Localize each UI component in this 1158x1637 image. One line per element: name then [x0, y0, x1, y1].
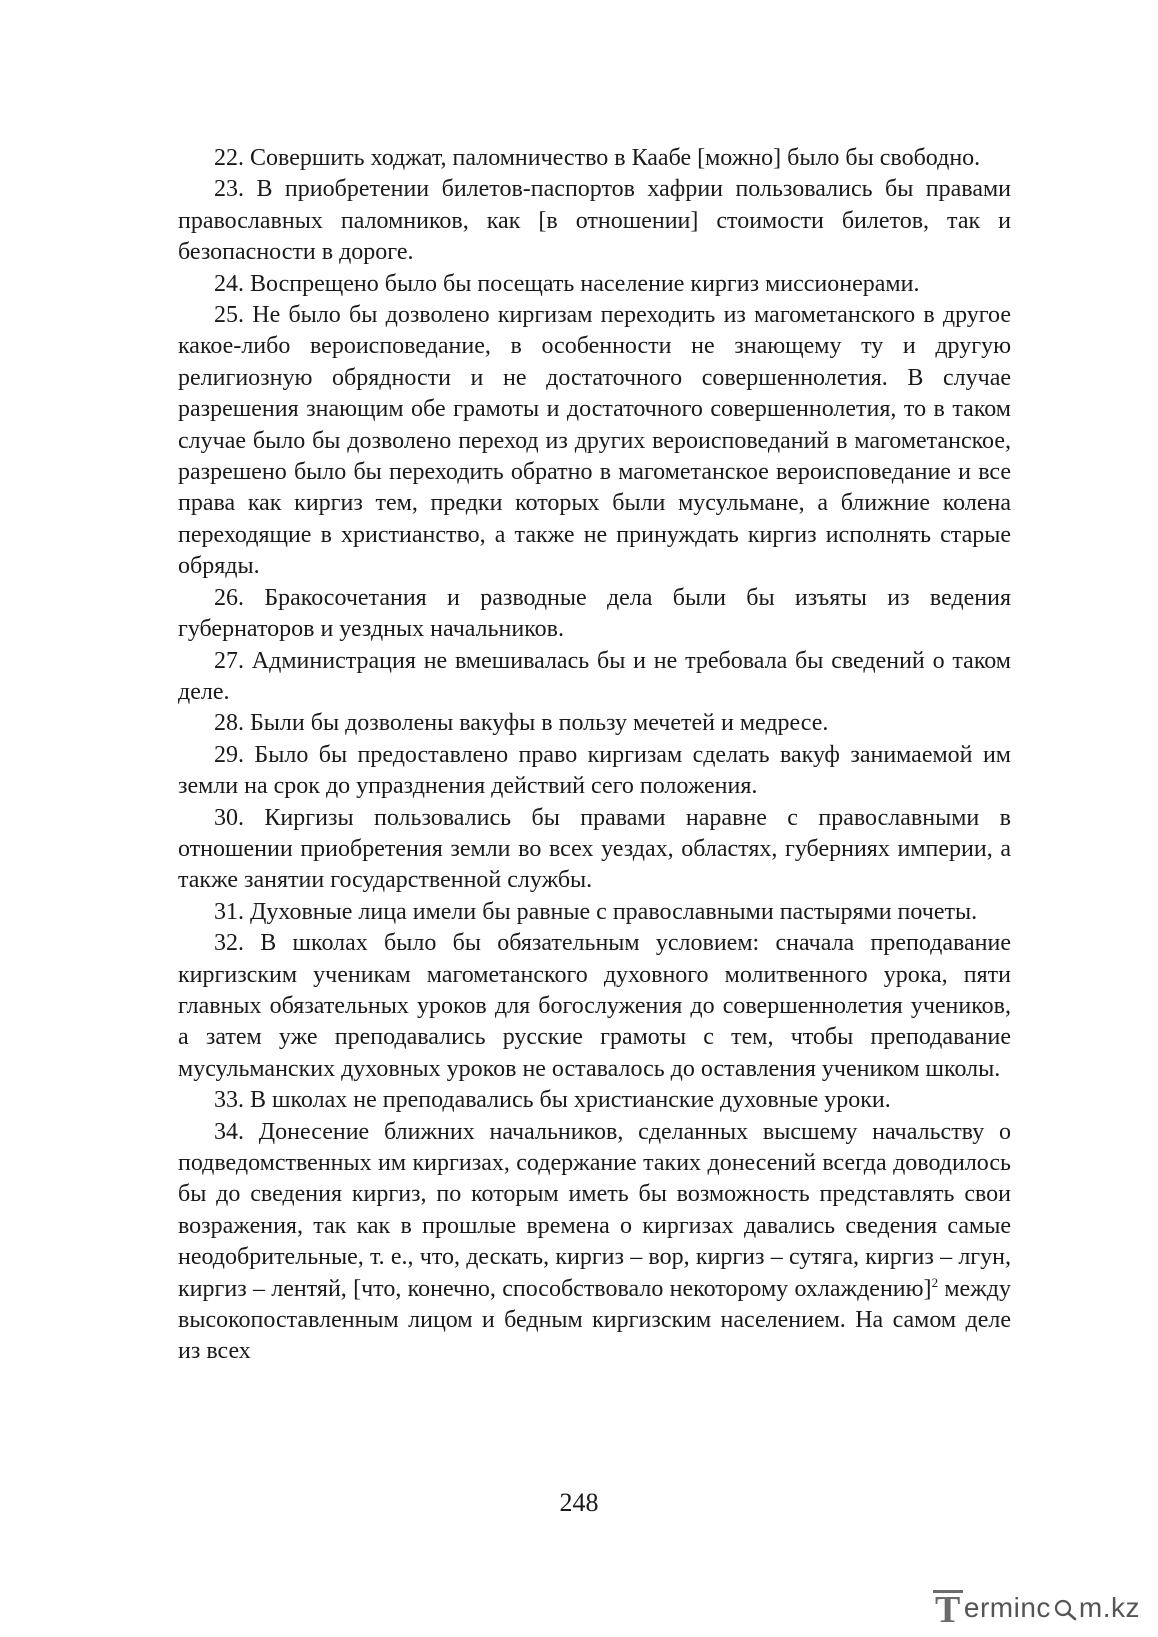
paragraph-27: 27. Администрация не вмешивалась бы и не требовала бы сведений о таком деле. — [178, 647, 1011, 705]
paragraph-26: 26. Бракосочетания и разводные дела были бы изъяты из ведения губернаторов и уездных начальников. — [178, 584, 1011, 643]
paragraph-31: 31. Духовные лица имели бы равные с православными пастырями почеты. — [214, 898, 978, 925]
logo-letter-t: T — [935, 1588, 961, 1631]
magnifier-icon — [1053, 1596, 1077, 1620]
paragraph-34-continuation: между высокопоставленным лицом и бедным киргизским населением. На самом деле из всех — [178, 1275, 1011, 1365]
paragraph-29: 29. Было бы предоставлено право киргизам сделать вакуф занимаемой им земли на срок до упразднения действий сего положения. — [178, 741, 1011, 800]
paragraph-34 — [178, 1117, 1011, 1368]
termincom-logo — [933, 1588, 1140, 1631]
paragraph-24: 24. Воспрещено было бы посещать население киргиз миссионерами. — [214, 270, 920, 297]
paragraph-32: 32. В школах было бы обязательным условием: сначала преподавание киргизским ученикам магометанского духовного молитвенного урока, пяти главных обязательных уроков для богослужения до совершеннолетия учеников, а затем уже преподавались русские грамоты с тем, чтобы преподавание мусульманских духовных уроков не оставалось до оставления учеником школы. — [178, 930, 1011, 1082]
logo-text-part1: erminc — [963, 1592, 1051, 1623]
main-text — [178, 143, 1011, 1368]
paragraph-30: 30. Киргизы пользовались бы правами наравне с православными в отношении приобретения земли во всех уездах, областях, губерниях империи, а также занятии государственной службы. — [178, 804, 1011, 894]
paragraph-33: 33. В школах не преподавались бы христианские духовные уроки. — [214, 1087, 891, 1114]
logo-text-part2: m.kz — [1078, 1592, 1140, 1623]
paragraph-25: 25. Не было бы дозволено киргизам переходить из магометанского в другое какое-либо вероисповедание, в особенности не знающему ту и другую религиозную обрядности и не достаточного совершеннолетия. В случае разрешения знающим обе грамоты и достаточного совершеннолетия, то в таком случае было бы дозволено переход из других вероисповеданий в магометанское, разрешено было бы переходить обратно в магометанское вероисповедание и все права как киргиз тем, предки которых были мусульмане, а ближние колена переходящие в христианство, а также не принуждать киргиз исполнять старые обряды. — [178, 302, 1011, 580]
paragraph-23: 23. В приобретении билетов-паспортов хафрии пользовались бы правами православных паломников, как [в отношении] стоимости билетов, так и безопасности в дороге. — [178, 176, 1011, 266]
page-number: 248 — [559, 1488, 599, 1517]
paragraph-22: 22. Совершить ходжат, паломничество в Каабе [можно] было бы свободно. — [214, 145, 981, 171]
footnote-marker: 2 — [931, 1274, 939, 1290]
paragraph-34-text: 34. Донесение ближних начальников, сделанных высшему начальству о подведомственных им киргизах, содержание таких донесений всегда доводилось бы до сведения киргиз, по которым иметь бы возможность представлять свои возражения, так как в прошлые времена о киргизах давались сведения самые неодобрительные, т. е., что, дескать, киргиз – вор, киргиз – сутяга, киргиз – лгун, киргиз – лентяй, [что, конечно, способствовало некоторому охлаждению] — [178, 1118, 1011, 1302]
paragraph-28: 28. Были бы дозволены вакуфы в пользу мечетей и медресе. — [214, 710, 829, 737]
